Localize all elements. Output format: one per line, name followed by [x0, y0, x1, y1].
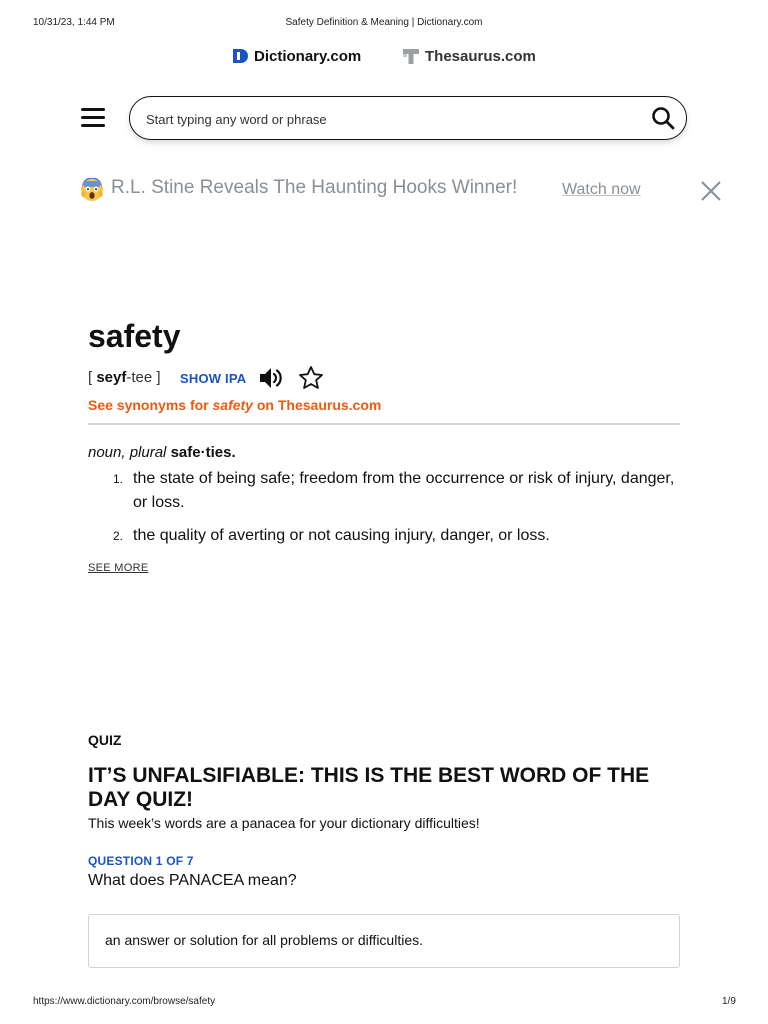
pron-stressed-syllable: seyf [96, 369, 127, 386]
quiz-title: IT’S UNFALSIFIABLE: THIS IS THE BEST WORD OF THE DAY QUIZ! [88, 764, 650, 811]
close-icon[interactable] [700, 180, 722, 202]
question-text: What does PANACEA mean? [88, 872, 297, 889]
synonyms-suffix: on Thesaurus.com [252, 397, 382, 413]
screaming-face-emoji-icon [80, 178, 104, 202]
plural-form: safe·ties [170, 444, 232, 461]
definition-item [99, 524, 679, 548]
synonyms-prefix: See synonyms for [88, 397, 213, 413]
thesaurus-logo-icon [402, 47, 420, 65]
promo-watch-now-link[interactable]: Watch now [562, 181, 641, 198]
menu-icon[interactable] [81, 108, 105, 128]
definition-number: 2. [112, 529, 123, 543]
dictionary-brand-label: Dictionary.com [254, 47, 362, 65]
definition-text: the quality of averting or not causing injury, danger, or loss. [133, 527, 550, 544]
search-bar [129, 96, 687, 140]
star-icon[interactable] [297, 365, 325, 391]
print-datetime: 10/31/23, 1:44 PM [33, 17, 115, 28]
definition-number: 1. [112, 472, 123, 486]
search-input[interactable] [144, 107, 628, 131]
part-of-speech [88, 444, 236, 461]
quiz-subtitle: This week’s words are a panacea for your dictionary difficulties! [88, 815, 480, 831]
question-counter: QUESTION 1 OF 7 [88, 854, 194, 868]
answer-option-text: an answer or solution for all problems or difficulties. [105, 932, 424, 948]
pron-close-bracket: ] [156, 369, 161, 386]
dictionary-brand-link[interactable] [231, 47, 361, 65]
divider [88, 423, 680, 425]
search-icon[interactable] [650, 105, 676, 131]
dictionary-logo-icon [231, 47, 249, 65]
definition-text: the state of being safe; freedom from the occurrence or risk of injury, danger, or loss. [133, 470, 675, 511]
print-page-number: 1/9 [722, 996, 736, 1007]
print-page-title: Safety Definition & Meaning | Dictionary.com [285, 17, 483, 28]
pos-label: noun, plural [88, 444, 167, 461]
plural-period: . [231, 444, 236, 461]
thesaurus-brand-label: Thesaurus.com [425, 47, 536, 65]
quiz-label: QUIZ [88, 732, 122, 748]
pronunciation [88, 369, 161, 386]
thesaurus-brand-link[interactable] [402, 47, 536, 65]
headword: safety [88, 318, 181, 354]
print-url: https://www.dictionary.com/browse/safety [33, 996, 216, 1007]
pron-rest: -tee [126, 369, 153, 386]
synonyms-word: safety [212, 397, 253, 413]
quiz-answer-option[interactable] [88, 914, 680, 968]
synonyms-link[interactable] [88, 397, 381, 413]
show-ipa-button[interactable]: SHOW IPA [180, 371, 247, 386]
promo-headline: R.L. Stine Reveals The Haunting Hooks Winner! [111, 177, 518, 198]
definition-item [99, 467, 679, 515]
pron-open-bracket: [ [88, 369, 93, 386]
speaker-icon[interactable] [258, 366, 286, 390]
see-more-link[interactable]: SEE MORE [88, 562, 149, 574]
